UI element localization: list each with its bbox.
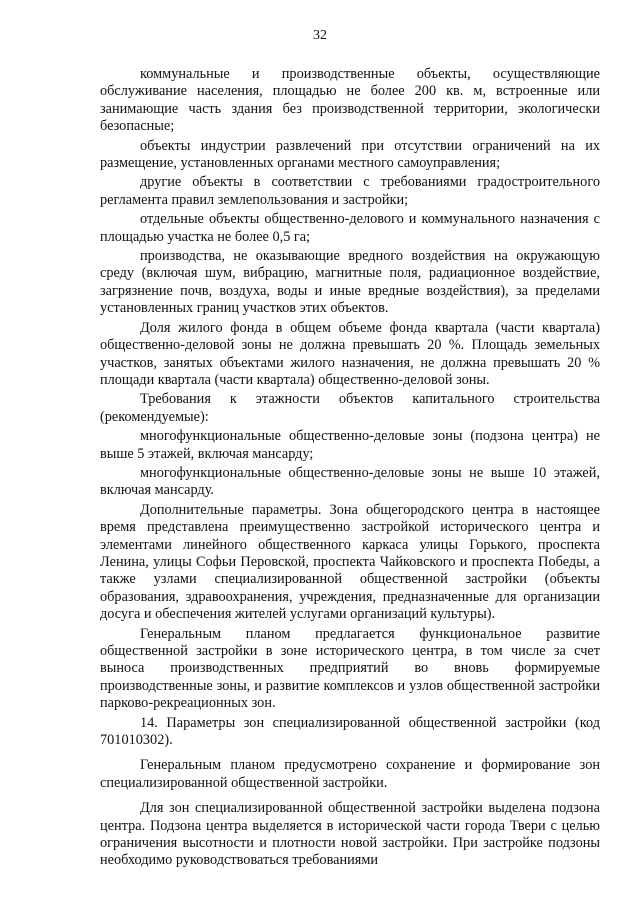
paragraph: объекты индустрии развлечений при отсутствии ограничений на их размещение, установленных органами местного самоуправления; — [100, 137, 600, 172]
paragraph: Для зон специализированной общественной застройки выделена подзона центра. Подзона центра выделяется в исторической части города Твери с целью ограничения высотности и плотности новой застройки. При застройке подзоны необходимо руководствоваться требованиями — [100, 800, 600, 869]
paragraph: другие объекты в соответствии с требованиями градостроительного регламента правил землепользования и застройки; — [100, 174, 600, 208]
paragraph: производства, не оказывающие вредного воздействия на окружающую среду (включая шум, вибрацию, магнитные поля, радиационное воздействие, загрязнение почв, воздуха, воды и иные вредные воздействия), за пределами установленных границ участков этих объектов. — [100, 248, 600, 317]
paragraph: многофункциональные общественно-деловые зоны не выше 10 этажей, включая мансарду. — [100, 464, 600, 499]
paragraph: Генеральным планом предусмотрено сохранение и формирование зон специализированной общественной застройки. — [100, 757, 600, 791]
paragraph: Требования к этажности объектов капитального строительства (рекомендуемые): — [100, 391, 600, 425]
page-number: 32 — [313, 28, 327, 43]
paragraph: многофункциональные общественно-деловые зоны (подзона центра) не выше 5 этажей, включая мансарду; — [100, 428, 600, 462]
paragraph: Доля жилого фонда в общем объеме фонда квартала (части квартала) общественно-деловой зоны не должна превышать 20 %. Площадь земельных участков, занятых объектами жилого назначения, не должна превышать 20 % площади квартала (части квартала) общественно-деловой зоны. — [100, 319, 600, 388]
paragraph: Дополнительные параметры. Зона общегородского центра в настоящее время представлена преимущественно застройкой исторического центра и элементами линейного общественного каркаса улицы Горького, проспекта Ленина, улицы Софьи Перовской, проспекта Чайковского и проспекта Победы, а также узлами специализированной общественной застройки (объекты образования, здравоохранения, учреждения, предназначенные для организации досуга и обеспечения жителей услугами организаций культуры). — [100, 501, 600, 623]
document-body — [100, 66, 600, 872]
paragraph: коммунальные и производственные объекты, осуществляющие обслуживание населения, площадью не более 200 кв. м, встроенные или занимающие часть здания без производственной территории, экологически безопасные; — [100, 66, 600, 135]
paragraph: отдельные объекты общественно-делового и коммунального назначения с площадью участка не более 0,5 га; — [100, 211, 600, 245]
section-heading: 14. Параметры зон специализированной общественной застройки (код 701010302). — [100, 714, 600, 749]
paragraph: Генеральным планом предлагается функциональное развитие общественной застройки в зоне исторического центра, в том числе за счет выноса производственных предприятий во вновь формируемые производственные зоны, и развитие комплексов и узлов общественной застройки парково-рекреационных зон. — [100, 625, 600, 712]
